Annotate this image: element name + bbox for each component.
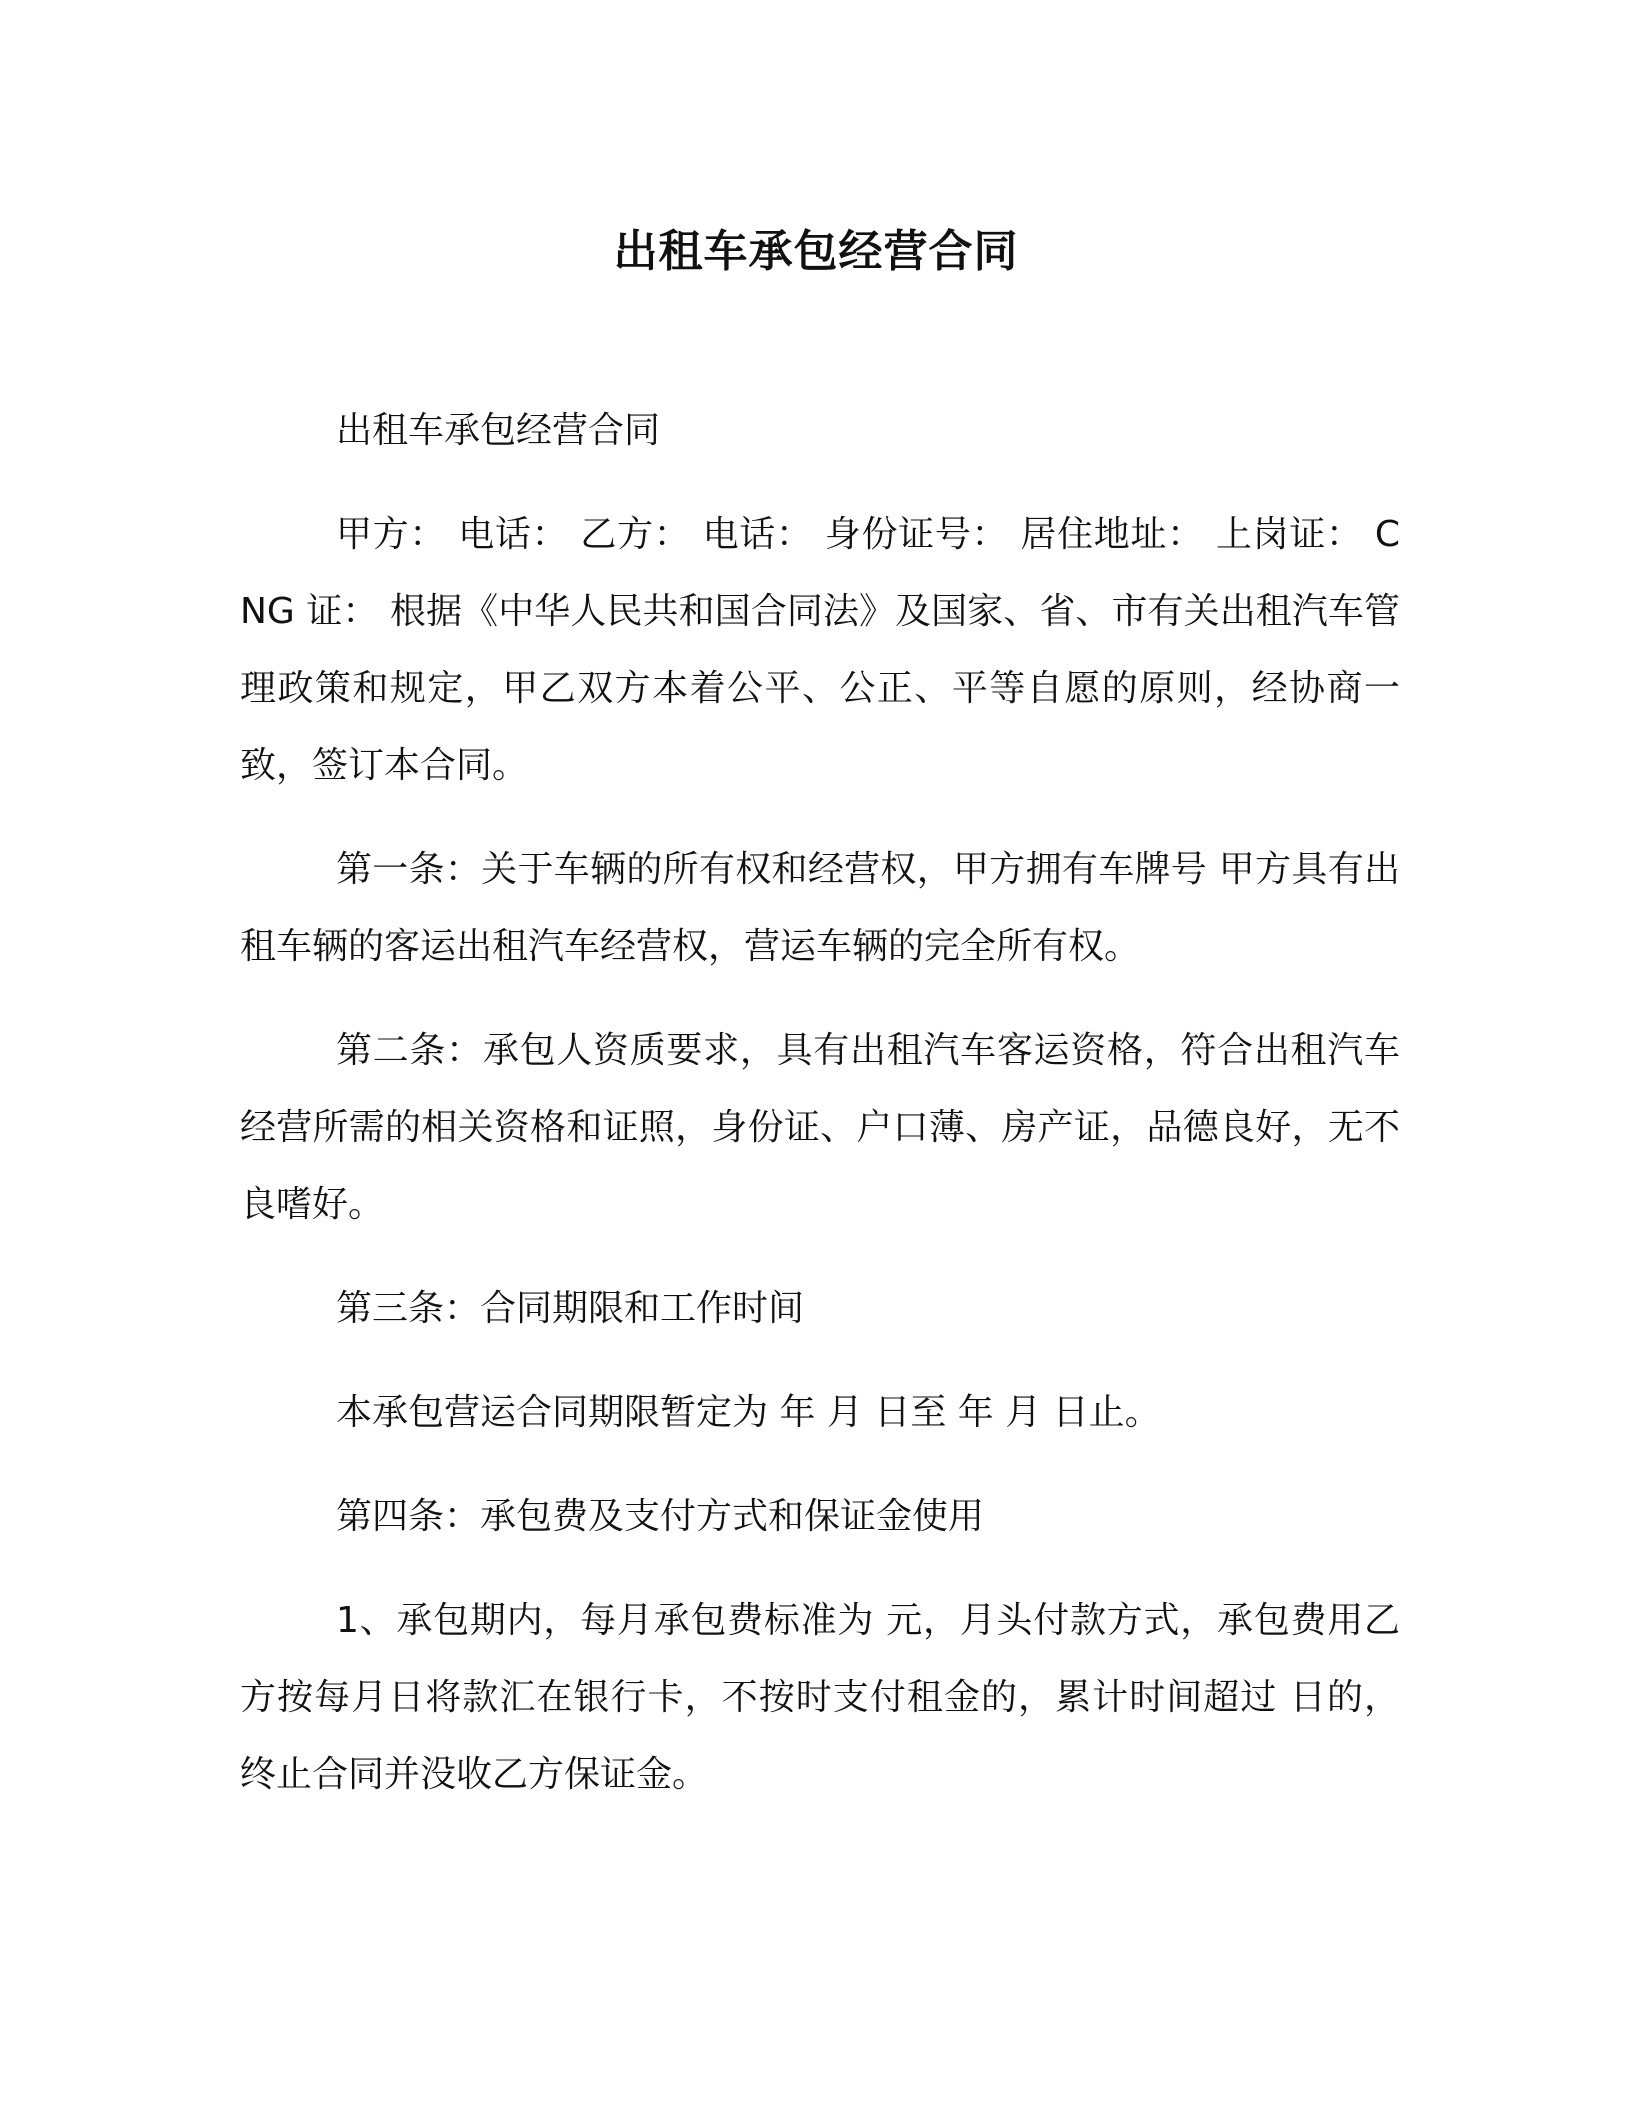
- paragraph-fee-clause-1: 1、承包期内，每月承包费标准为 元，月头付款方式，承包费用乙方按每月日将款汇在银行卡，不按时支付租金的，累计时间超过 日的，终止合同并没收乙方保证金。: [240, 1600, 1400, 1795]
- paragraph-article-4-heading: 第四条：承包费及支付方式和保证金使用: [336, 1496, 985, 1537]
- paragraph-article-1: 第一条：关于车辆的所有权和经营权，甲方拥有车牌号 甲方具有出租车辆的客运出租汽车经营权，营运车辆的完全所有权。: [240, 849, 1400, 967]
- paragraph-subtitle: 出租车承包经营合同: [336, 410, 661, 451]
- paragraph-term: 本承包营运合同期限暂定为 年 月 日至 年 月 日止。: [336, 1392, 1161, 1433]
- paragraph-article-3-heading: 第三条：合同期限和工作时间: [336, 1288, 805, 1329]
- document-body: [240, 392, 1400, 1840]
- paragraph-parties: 甲方： 电话： 乙方： 电话： 身份证号： 居住地址： 上岗证： CNG 证： 根据《中华人民共和国合同法》及国家、省、市有关出租汽车管理政策和规定，甲乙双方本着公平、公正、平等自愿的原则，经协商一致，签订本合同。: [240, 514, 1400, 786]
- paragraph-article-2: 第二条：承包人资质要求，具有出租汽车客运资格，符合出租汽车经营所需的相关资格和证照，身份证、户口薄、房产证，品德良好，无不良嗜好。: [240, 1030, 1400, 1225]
- document-title: 出租车承包经营合同: [613, 226, 1019, 277]
